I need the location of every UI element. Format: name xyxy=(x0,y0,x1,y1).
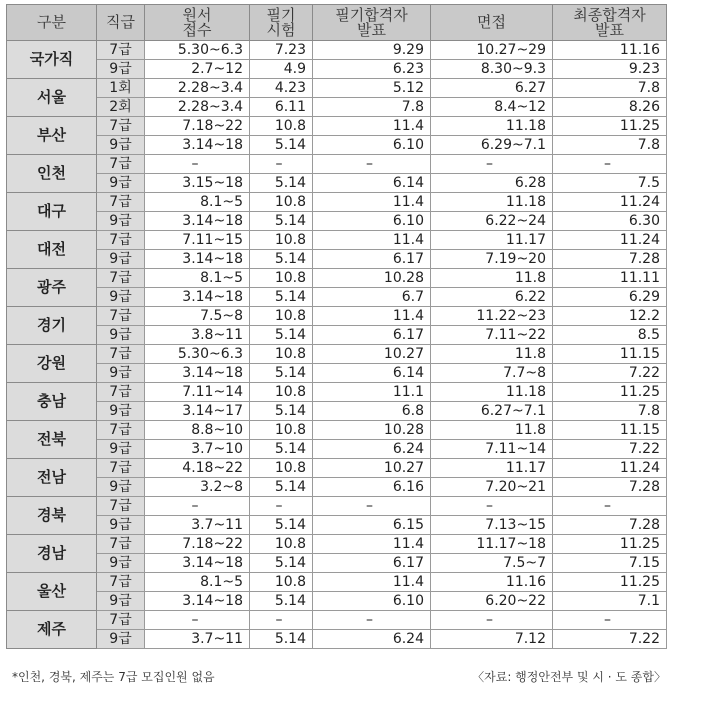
apply-cell: 3.14~17 xyxy=(145,402,250,421)
apply-cell: – xyxy=(145,611,250,630)
header-written: 필기 시험 xyxy=(250,5,313,41)
footer xyxy=(12,668,666,685)
written-pass-cell: 11.1 xyxy=(313,383,431,402)
interview-cell: 7.11~14 xyxy=(431,440,553,459)
written-pass-cell: 6.16 xyxy=(313,478,431,497)
interview-cell: 7.7~8 xyxy=(431,364,553,383)
written-cell: 10.8 xyxy=(250,231,313,250)
table-row xyxy=(7,535,667,554)
apply-cell: – xyxy=(145,155,250,174)
interview-cell: 6.29~7.1 xyxy=(431,136,553,155)
table-row xyxy=(7,60,667,79)
interview-cell: – xyxy=(431,497,553,516)
written-pass-cell: 6.7 xyxy=(313,288,431,307)
grade-cell: 9급 xyxy=(97,440,145,459)
interview-cell: 11.8 xyxy=(431,345,553,364)
final-cell: 7.28 xyxy=(553,478,667,497)
final-cell: 12.2 xyxy=(553,307,667,326)
written-cell: 5.14 xyxy=(250,364,313,383)
grade-cell: 7급 xyxy=(97,117,145,136)
apply-cell: 3.2~8 xyxy=(145,478,250,497)
written-cell: 5.14 xyxy=(250,212,313,231)
table-row xyxy=(7,345,667,364)
written-cell: 5.14 xyxy=(250,440,313,459)
interview-cell: 11.8 xyxy=(431,421,553,440)
written-pass-cell: 10.27 xyxy=(313,459,431,478)
written-cell: – xyxy=(250,611,313,630)
region-cell: 전북 xyxy=(7,421,97,459)
grade-cell: 7급 xyxy=(97,345,145,364)
final-cell: 11.24 xyxy=(553,459,667,478)
apply-cell: 8.8~10 xyxy=(145,421,250,440)
region-cell: 경남 xyxy=(7,535,97,573)
apply-cell: 2.7~12 xyxy=(145,60,250,79)
table-row xyxy=(7,250,667,269)
apply-cell: 7.5~8 xyxy=(145,307,250,326)
interview-cell: 7.12 xyxy=(431,630,553,649)
table-row xyxy=(7,478,667,497)
table-row xyxy=(7,459,667,478)
final-cell: 11.25 xyxy=(553,535,667,554)
written-pass-cell: 6.10 xyxy=(313,136,431,155)
table-row xyxy=(7,193,667,212)
final-cell: 7.8 xyxy=(553,79,667,98)
region-cell: 서울 xyxy=(7,79,97,117)
written-cell: 5.14 xyxy=(250,326,313,345)
written-pass-cell: 6.10 xyxy=(313,592,431,611)
apply-cell: 7.11~15 xyxy=(145,231,250,250)
interview-cell: – xyxy=(431,611,553,630)
written-pass-cell: – xyxy=(313,611,431,630)
table-row xyxy=(7,41,667,60)
apply-cell: 2.28~3.4 xyxy=(145,98,250,117)
grade-cell: 7급 xyxy=(97,535,145,554)
written-cell: 10.8 xyxy=(250,269,313,288)
apply-cell: 3.7~10 xyxy=(145,440,250,459)
written-pass-cell: 6.23 xyxy=(313,60,431,79)
grade-cell: 1회 xyxy=(97,79,145,98)
interview-cell: – xyxy=(431,155,553,174)
written-cell: 5.14 xyxy=(250,288,313,307)
table-row xyxy=(7,117,667,136)
interview-cell: 7.11~22 xyxy=(431,326,553,345)
written-pass-cell: 6.17 xyxy=(313,326,431,345)
interview-cell: 6.27 xyxy=(431,79,553,98)
final-cell: – xyxy=(553,155,667,174)
grade-cell: 7급 xyxy=(97,459,145,478)
grade-cell: 7급 xyxy=(97,193,145,212)
final-cell: 11.25 xyxy=(553,573,667,592)
final-cell: 7.1 xyxy=(553,592,667,611)
written-pass-cell: 6.15 xyxy=(313,516,431,535)
table-row xyxy=(7,630,667,649)
region-cell: 제주 xyxy=(7,611,97,649)
interview-cell: 7.19~20 xyxy=(431,250,553,269)
written-pass-cell: 6.17 xyxy=(313,554,431,573)
interview-cell: 6.22~24 xyxy=(431,212,553,231)
region-cell: 전남 xyxy=(7,459,97,497)
region-cell: 부산 xyxy=(7,117,97,155)
grade-cell: 7급 xyxy=(97,41,145,60)
table-row xyxy=(7,212,667,231)
table-row xyxy=(7,611,667,630)
written-cell: 4.9 xyxy=(250,60,313,79)
apply-cell: 3.14~18 xyxy=(145,136,250,155)
interview-cell: 11.18 xyxy=(431,117,553,136)
region-cell: 대전 xyxy=(7,231,97,269)
apply-cell: 3.14~18 xyxy=(145,364,250,383)
region-cell: 울산 xyxy=(7,573,97,611)
written-pass-cell: 11.4 xyxy=(313,231,431,250)
apply-cell: 3.15~18 xyxy=(145,174,250,193)
grade-cell: 9급 xyxy=(97,212,145,231)
apply-cell: 5.30~6.3 xyxy=(145,345,250,364)
interview-cell: 6.27~7.1 xyxy=(431,402,553,421)
written-cell: 5.14 xyxy=(250,554,313,573)
written-pass-cell: 6.24 xyxy=(313,630,431,649)
interview-cell: 11.17 xyxy=(431,459,553,478)
header-final-pass: 최종합격자 발표 xyxy=(553,5,667,41)
final-cell: 8.26 xyxy=(553,98,667,117)
written-cell: 5.14 xyxy=(250,250,313,269)
interview-cell: 6.22 xyxy=(431,288,553,307)
final-cell: 6.30 xyxy=(553,212,667,231)
apply-cell: 7.11~14 xyxy=(145,383,250,402)
interview-cell: 6.20~22 xyxy=(431,592,553,611)
apply-cell: 3.14~18 xyxy=(145,554,250,573)
region-cell: 충남 xyxy=(7,383,97,421)
written-cell: 5.14 xyxy=(250,516,313,535)
table-body xyxy=(7,41,667,649)
final-cell: – xyxy=(553,611,667,630)
interview-cell: 11.17 xyxy=(431,231,553,250)
written-cell: 5.14 xyxy=(250,478,313,497)
table-row xyxy=(7,288,667,307)
written-cell: 5.14 xyxy=(250,592,313,611)
interview-cell: 11.22~23 xyxy=(431,307,553,326)
region-cell: 광주 xyxy=(7,269,97,307)
final-cell: 7.28 xyxy=(553,250,667,269)
written-pass-cell: 5.12 xyxy=(313,79,431,98)
apply-cell: 8.1~5 xyxy=(145,269,250,288)
interview-cell: 8.4~12 xyxy=(431,98,553,117)
written-cell: 10.8 xyxy=(250,117,313,136)
apply-cell: 3.14~18 xyxy=(145,212,250,231)
grade-cell: 7급 xyxy=(97,269,145,288)
written-pass-cell: – xyxy=(313,155,431,174)
table-row xyxy=(7,592,667,611)
final-cell: 7.8 xyxy=(553,136,667,155)
source-note: 〈자료: 행정안전부 및 시 · 도 종합〉 xyxy=(472,670,666,684)
written-pass-cell: 6.10 xyxy=(313,212,431,231)
region-cell: 경기 xyxy=(7,307,97,345)
final-cell: 11.15 xyxy=(553,345,667,364)
written-cell: – xyxy=(250,155,313,174)
written-cell: 10.8 xyxy=(250,535,313,554)
written-cell: – xyxy=(250,497,313,516)
apply-cell: 2.28~3.4 xyxy=(145,79,250,98)
grade-cell: 9급 xyxy=(97,288,145,307)
interview-cell: 7.5~7 xyxy=(431,554,553,573)
table-row xyxy=(7,174,667,193)
exam-schedule-table xyxy=(6,4,667,649)
header-written-pass: 필기합격자 발표 xyxy=(313,5,431,41)
final-cell: 11.24 xyxy=(553,193,667,212)
apply-cell: 3.7~11 xyxy=(145,630,250,649)
written-cell: 10.8 xyxy=(250,193,313,212)
written-cell: 10.8 xyxy=(250,459,313,478)
grade-cell: 7급 xyxy=(97,573,145,592)
apply-cell: 7.18~22 xyxy=(145,117,250,136)
written-pass-cell: 6.17 xyxy=(313,250,431,269)
apply-cell: 4.18~22 xyxy=(145,459,250,478)
header-interview: 면접 xyxy=(431,5,553,41)
table-row xyxy=(7,269,667,288)
header-apply: 원서 접수 xyxy=(145,5,250,41)
written-cell: 6.11 xyxy=(250,98,313,117)
grade-cell: 7급 xyxy=(97,155,145,174)
written-pass-cell: 10.28 xyxy=(313,421,431,440)
region-cell: 국가직 xyxy=(7,41,97,79)
table-row xyxy=(7,573,667,592)
interview-cell: 11.8 xyxy=(431,269,553,288)
written-cell: 10.8 xyxy=(250,383,313,402)
final-cell: 11.15 xyxy=(553,421,667,440)
written-pass-cell: 6.8 xyxy=(313,402,431,421)
grade-cell: 9급 xyxy=(97,250,145,269)
table-row xyxy=(7,326,667,345)
grade-cell: 9급 xyxy=(97,402,145,421)
region-cell: 인천 xyxy=(7,155,97,193)
grade-cell: 7급 xyxy=(97,307,145,326)
grade-cell: 9급 xyxy=(97,60,145,79)
table-row xyxy=(7,440,667,459)
region-cell: 경북 xyxy=(7,497,97,535)
written-pass-cell: 10.27 xyxy=(313,345,431,364)
grade-cell: 9급 xyxy=(97,554,145,573)
final-cell: 7.8 xyxy=(553,402,667,421)
final-cell: 9.23 xyxy=(553,60,667,79)
table-row xyxy=(7,155,667,174)
schedule-table-wrapper xyxy=(6,4,666,649)
interview-cell: 11.18 xyxy=(431,193,553,212)
final-cell: 7.22 xyxy=(553,440,667,459)
final-cell: 7.22 xyxy=(553,364,667,383)
grade-cell: 9급 xyxy=(97,364,145,383)
region-cell: 강원 xyxy=(7,345,97,383)
interview-cell: 10.27~29 xyxy=(431,41,553,60)
written-cell: 5.14 xyxy=(250,174,313,193)
written-cell: 10.8 xyxy=(250,421,313,440)
written-cell: 10.8 xyxy=(250,307,313,326)
apply-cell: 3.14~18 xyxy=(145,592,250,611)
written-pass-cell: 6.24 xyxy=(313,440,431,459)
grade-cell: 7급 xyxy=(97,611,145,630)
interview-cell: 7.13~15 xyxy=(431,516,553,535)
apply-cell: – xyxy=(145,497,250,516)
apply-cell: 7.18~22 xyxy=(145,535,250,554)
grade-cell: 7급 xyxy=(97,383,145,402)
table-row xyxy=(7,136,667,155)
apply-cell: 8.1~5 xyxy=(145,573,250,592)
final-cell: 7.5 xyxy=(553,174,667,193)
final-cell: 8.5 xyxy=(553,326,667,345)
grade-cell: 9급 xyxy=(97,326,145,345)
interview-cell: 8.30~9.3 xyxy=(431,60,553,79)
grade-cell: 9급 xyxy=(97,478,145,497)
final-cell: 11.25 xyxy=(553,117,667,136)
written-cell: 5.14 xyxy=(250,136,313,155)
region-cell: 대구 xyxy=(7,193,97,231)
table-row xyxy=(7,402,667,421)
grade-cell: 9급 xyxy=(97,592,145,611)
grade-cell: 7급 xyxy=(97,497,145,516)
written-cell: 10.8 xyxy=(250,573,313,592)
apply-cell: 5.30~6.3 xyxy=(145,41,250,60)
written-cell: 4.23 xyxy=(250,79,313,98)
written-pass-cell: 11.4 xyxy=(313,193,431,212)
table-row xyxy=(7,364,667,383)
table-row xyxy=(7,307,667,326)
apply-cell: 3.14~18 xyxy=(145,250,250,269)
written-pass-cell: 7.8 xyxy=(313,98,431,117)
written-cell: 10.8 xyxy=(250,345,313,364)
written-pass-cell: 11.4 xyxy=(313,117,431,136)
written-cell: 5.14 xyxy=(250,402,313,421)
grade-cell: 9급 xyxy=(97,136,145,155)
table-row xyxy=(7,79,667,98)
grade-cell: 7급 xyxy=(97,421,145,440)
apply-cell: 3.8~11 xyxy=(145,326,250,345)
written-pass-cell: 11.4 xyxy=(313,307,431,326)
grade-cell: 9급 xyxy=(97,516,145,535)
table-row xyxy=(7,497,667,516)
interview-cell: 11.16 xyxy=(431,573,553,592)
table-row xyxy=(7,516,667,535)
written-cell: 5.14 xyxy=(250,630,313,649)
written-pass-cell: 9.29 xyxy=(313,41,431,60)
table-row xyxy=(7,421,667,440)
apply-cell: 3.7~11 xyxy=(145,516,250,535)
footnote: *인천, 경북, 제주는 7급 모집인원 없음 xyxy=(12,670,215,684)
header-region: 구분 xyxy=(7,5,97,41)
header-grade: 직급 xyxy=(97,5,145,41)
final-cell: 11.11 xyxy=(553,269,667,288)
grade-cell: 2회 xyxy=(97,98,145,117)
written-pass-cell: 6.14 xyxy=(313,174,431,193)
final-cell: 11.16 xyxy=(553,41,667,60)
written-pass-cell: 10.28 xyxy=(313,269,431,288)
grade-cell: 9급 xyxy=(97,630,145,649)
final-cell: 6.29 xyxy=(553,288,667,307)
interview-cell: 11.17~18 xyxy=(431,535,553,554)
final-cell: – xyxy=(553,497,667,516)
written-pass-cell: – xyxy=(313,497,431,516)
interview-cell: 7.20~21 xyxy=(431,478,553,497)
table-row xyxy=(7,383,667,402)
grade-cell: 9급 xyxy=(97,174,145,193)
interview-cell: 6.28 xyxy=(431,174,553,193)
apply-cell: 3.14~18 xyxy=(145,288,250,307)
table-row xyxy=(7,231,667,250)
final-cell: 7.28 xyxy=(553,516,667,535)
written-pass-cell: 11.4 xyxy=(313,535,431,554)
final-cell: 7.15 xyxy=(553,554,667,573)
written-cell: 7.23 xyxy=(250,41,313,60)
final-cell: 11.25 xyxy=(553,383,667,402)
final-cell: 11.24 xyxy=(553,231,667,250)
final-cell: 7.22 xyxy=(553,630,667,649)
written-pass-cell: 11.4 xyxy=(313,573,431,592)
written-pass-cell: 6.14 xyxy=(313,364,431,383)
apply-cell: 8.1~5 xyxy=(145,193,250,212)
header-row xyxy=(7,5,667,41)
table-row xyxy=(7,98,667,117)
interview-cell: 11.18 xyxy=(431,383,553,402)
table-row xyxy=(7,554,667,573)
grade-cell: 7급 xyxy=(97,231,145,250)
